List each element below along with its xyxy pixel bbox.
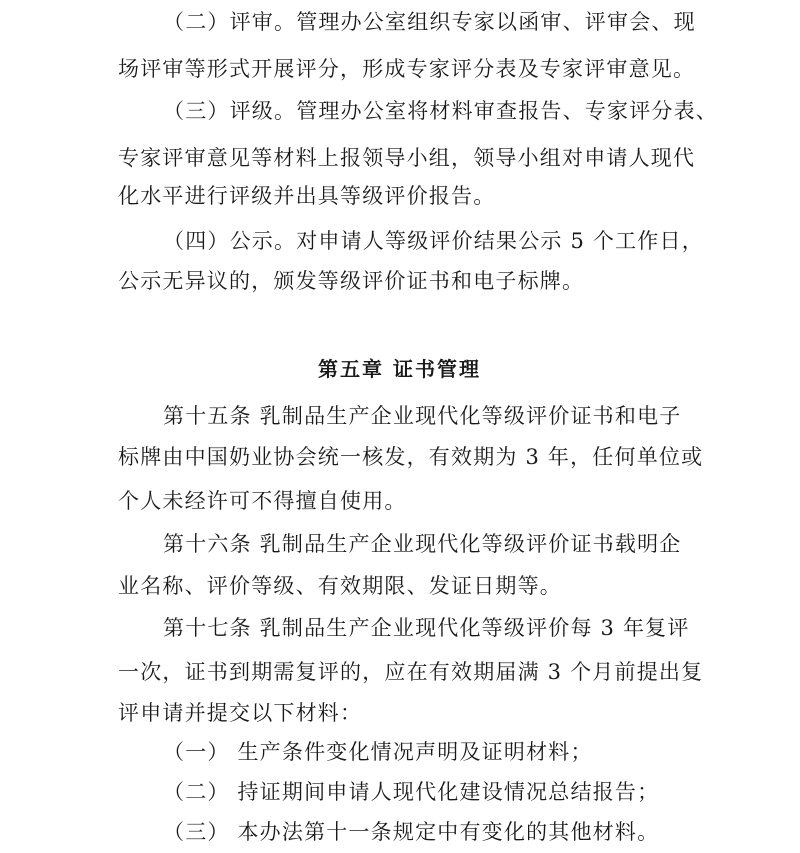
list-item: （一） 生产条件变化情况声明及证明材料； bbox=[163, 740, 593, 764]
paragraph-line: 化水平进行评级并出具等级评价报告。 bbox=[118, 184, 496, 208]
paragraph-line: 公示无异议的，颁发等级评价证书和电子标牌。 bbox=[118, 269, 585, 293]
chapter-heading: 第五章 证书管理 bbox=[318, 357, 481, 381]
list-item: （二） 持证期间申请人现代化建设情况总结报告； bbox=[163, 780, 660, 804]
paragraph-line: （四）公示。对申请人等级评价结果公示 5 个工作日， bbox=[163, 229, 704, 253]
paragraph-line: 业名称、评价等级、有效期限、发证日期等。 bbox=[118, 574, 562, 598]
paragraph-line: 第十六条 乳制品生产企业现代化等级评价证书载明企 bbox=[163, 532, 682, 556]
paragraph-line: 评申请并提交以下材料： bbox=[118, 701, 363, 725]
paragraph-line: 标牌由中国奶业协会统一核发，有效期为 3 年，任何单位或 bbox=[118, 445, 704, 469]
list-item: （三） 本办法第十一条规定中有变化的其他材料。 bbox=[163, 820, 660, 844]
paragraph-line: 场评审等形式开展评分，形成专家评分表及专家评审意见。 bbox=[118, 57, 696, 81]
paragraph-line: 第十五条 乳制品生产企业现代化等级评价证书和电子 bbox=[163, 404, 682, 428]
paragraph-line: （二）评审。管理办公室组织专家以函审、评审会、现 bbox=[163, 10, 696, 34]
paragraph-line: 一次，证书到期需复评的，应在有效期届满 3 个月前提出复 bbox=[118, 660, 704, 684]
paragraph-line: 个人未经许可不得擅自使用。 bbox=[118, 489, 407, 513]
paragraph-line: （三）评级。管理办公室将材料审查报告、专家评分表、 bbox=[163, 99, 718, 123]
paragraph-line: 专家评审意见等材料上报领导小组，领导小组对申请人现代 bbox=[118, 146, 696, 170]
paragraph-line: 第十七条 乳制品生产企业现代化等级评价每 3 年复评 bbox=[163, 616, 690, 640]
